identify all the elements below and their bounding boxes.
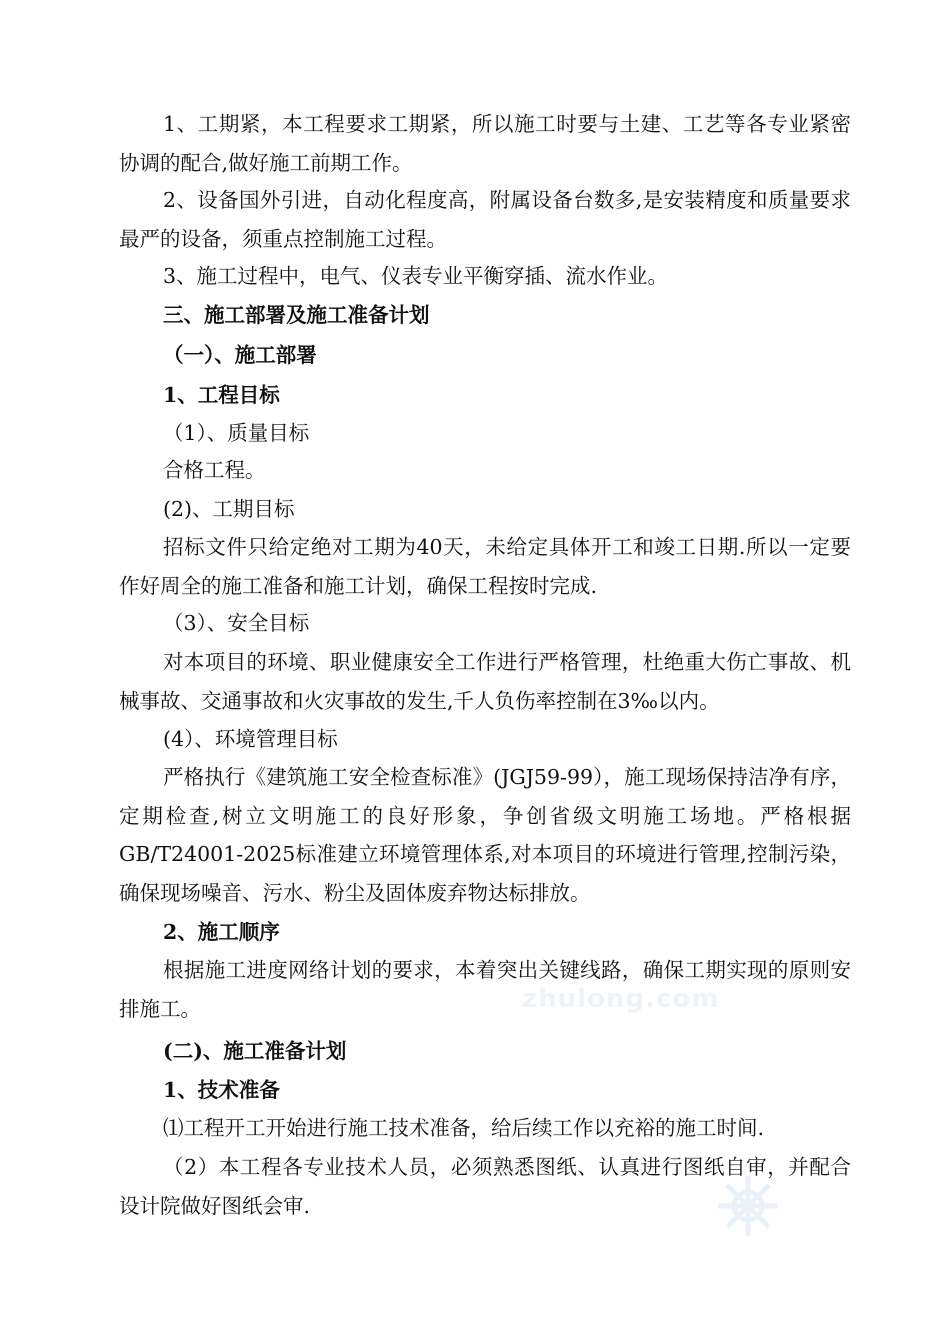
watermark-text: zhulong.com [522, 984, 720, 1014]
item-heading-technical: 1、技术准备 [163, 1078, 280, 1102]
goal-heading-safety: （3）、安全目标 [163, 611, 310, 635]
paragraph-2: 2、设备国外引进，自动化程度高，附属设备台数多,是安装精度和质量要求最严的设备，须重点控制施工过程。 [119, 188, 851, 251]
paragraph-3: 3、施工过程中，电气、仪表专业平衡穿插、流水作业。 [163, 264, 669, 288]
section-heading-3: 三、施工部署及施工准备计划 [163, 303, 430, 327]
subsection-heading-2: (二)、施工准备计划 [163, 1039, 347, 1063]
goal-heading-schedule: (2)、工期目标 [163, 497, 295, 521]
technical-text-2: （2）本工程各专业技术人员，必须熟悉图纸、认真进行图纸自审，并配合设计院做好图纸会审. [119, 1155, 851, 1218]
environment-text: 严格执行《建筑施工安全检查标准》(JGJ59-99），施工现场保持洁净有序，定期检查,树立文明施工的良好形象，争创省级文明施工场地。严格根据GB/T24001-2025标准建立环境管理体系,对本项目的环境进行管理,控制污染，确保现场噪音、污水、粉尘及固体废弃物达标排放。 [119, 765, 851, 905]
item-heading-sequence: 2、施工顺序 [163, 920, 280, 944]
technical-text-1: ⑴工程开工开始进行施工技术准备，给后续工作以充裕的施工时间. [163, 1116, 765, 1140]
safety-text: 对本项目的环境、职业健康安全工作进行严格管理，杜绝重大伤亡事故、机械事故、交通事故和火灾事故的发生,千人负伤率控制在3‰以内。 [119, 650, 851, 713]
snowflake-logo-icon [714, 1172, 782, 1240]
paragraph-1: 1、工期紧，本工程要求工期紧，所以施工时要与土建、工艺等各专业紧密协调的配合,做好施工前期工作。 [119, 112, 851, 175]
goal-heading-quality: （1）、质量目标 [163, 421, 310, 445]
quality-text: 合格工程。 [163, 458, 266, 482]
schedule-text: 招标文件只给定绝对工期为40天，未给定具体开工和竣工日期.所以一定要作好周全的施工准备和施工计划，确保工程按时完成. [119, 535, 851, 598]
goal-heading-environment: (4）、环境管理目标 [163, 727, 338, 751]
subsection-heading-1: （一）、施工部署 [163, 343, 317, 367]
item-heading-goals: 1、工程目标 [163, 383, 280, 407]
sequence-text: 根据施工进度网络计划的要求，本着突出关键线路，确保工期实现的原则安排施工。 [119, 958, 851, 1021]
